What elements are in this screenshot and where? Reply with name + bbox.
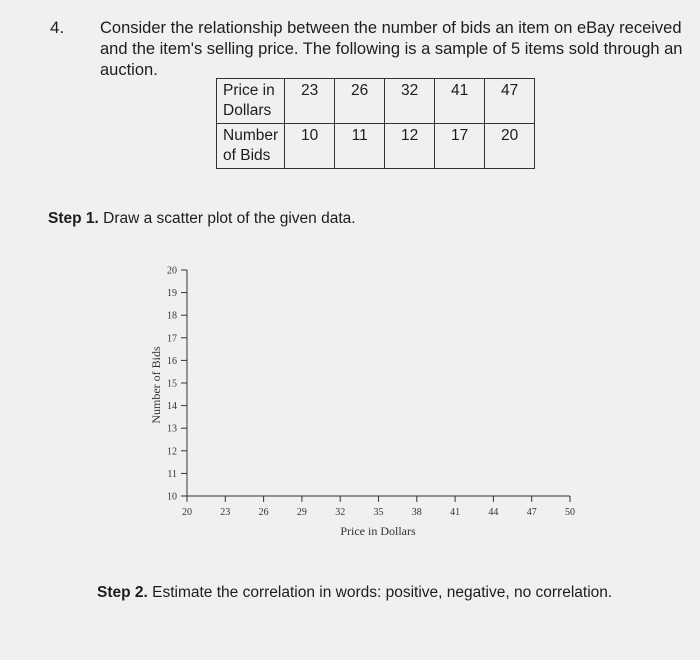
y-tick-label: 17 [167, 333, 177, 345]
table-cell: 47 [485, 79, 535, 124]
table-cell: 17 [435, 124, 485, 169]
table-cell: 41 [435, 79, 485, 124]
x-tick-label: 20 [182, 507, 192, 518]
table-cell: 32 [385, 79, 435, 124]
step2-label: Step 2. [97, 584, 148, 601]
x-tick-label: 35 [373, 507, 384, 518]
table-cell: 12 [385, 124, 435, 169]
x-tick-label: 26 [258, 507, 269, 518]
y-tick-label: 11 [167, 468, 177, 480]
table-cell: 26 [335, 79, 385, 124]
y-tick-label: 13 [167, 423, 177, 435]
table-row-label-bids: Number of Bids [217, 124, 285, 169]
question-text: Consider the relationship between the number of bids an item on eBay received and the item's selling price. The following is a sample of 5 items sold through an auction. [100, 19, 683, 79]
step2-instruction [97, 584, 612, 602]
y-tick-label: 18 [167, 310, 177, 322]
table-cell: 11 [335, 124, 385, 169]
x-tick-label: 23 [220, 507, 231, 518]
y-tick-label: 16 [167, 355, 177, 367]
step2-text: Estimate the correlation in words: positive, negative, no correlation. [147, 584, 613, 601]
table-cell: 10 [285, 124, 335, 169]
x-tick-label: 47 [526, 507, 537, 518]
question-number: 4. [50, 18, 65, 37]
x-axis-label: Price in Dollars [340, 524, 416, 538]
y-tick-label: 14 [167, 401, 177, 413]
y-tick-label: 15 [167, 378, 177, 390]
x-tick-label: 44 [488, 507, 499, 518]
y-tick-label: 19 [167, 288, 177, 300]
x-tick-label: 50 [565, 507, 575, 518]
step1-text: Draw a scatter plot of the given data. [98, 210, 356, 227]
x-tick-label: 38 [411, 507, 422, 518]
y-tick-label: 10 [167, 491, 177, 503]
y-axis-label: Number of Bids [149, 346, 163, 424]
x-tick-label: 29 [296, 507, 307, 518]
y-tick-label: 12 [167, 446, 177, 458]
table-cell: 23 [285, 79, 335, 124]
axes [167, 266, 575, 519]
y-tick-label: 20 [167, 265, 177, 277]
x-tick-label: 41 [450, 507, 461, 518]
table-row-label-price: Price in Dollars [217, 79, 285, 124]
table-cell: 20 [485, 124, 535, 169]
x-tick-label: 32 [335, 507, 346, 518]
step1-label: Step 1. [48, 210, 99, 227]
